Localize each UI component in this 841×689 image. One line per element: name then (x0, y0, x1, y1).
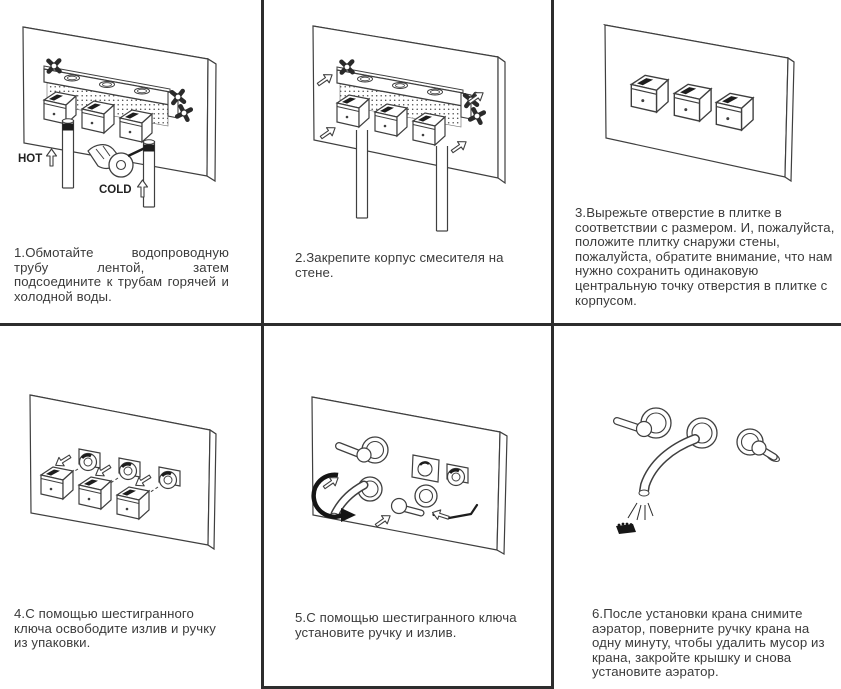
panel-step-1 (0, 0, 263, 325)
vertical-divider-right (551, 0, 554, 689)
up-arrow-icon (47, 149, 57, 166)
step-3-caption: 3.Вырежьте отверстие в плитке в соответствии с размером. И, пожалуйста, положите плитку снаружи стены, пожалуйста, обратите внимание, что нам нужно сохранить одинаковую центральную точку отверстия в плитке с корпусом. (575, 205, 835, 308)
pipe-hot (62, 119, 73, 188)
panel-step-6 (553, 325, 841, 689)
mount-plate (412, 455, 439, 482)
panel-step-4 (0, 325, 263, 689)
escutcheon-ring (415, 485, 437, 507)
pipe-hot (357, 130, 368, 218)
cartridge (447, 464, 468, 486)
step-5-caption: 5.С помощью шестигранного ключа установите ручку и излив. (295, 610, 517, 640)
pipe-cold (143, 140, 154, 207)
step-2-caption: 2.Закрепите корпус смесителя на стене. (295, 250, 504, 280)
step-6-caption: 6.После установки крана снимите аэратор, поверните ручку крана на одну минуту, чтобы удалить мусор из крана, закройте крышку и снова установите аэратор. (592, 606, 825, 680)
hot-label: HOT (18, 153, 43, 165)
wall (312, 397, 507, 554)
cold-label: COLD (99, 184, 132, 196)
step-1-caption: 1.Обмотайте водопроводную трубу лентой, затем подсоедините к трубам горячей и холодной воды. (14, 245, 229, 304)
panel-step-5 (263, 325, 553, 689)
left-handle (617, 408, 671, 438)
spray-icon (628, 503, 653, 520)
right-handle (737, 429, 781, 463)
step-4-caption: 4.С помощью шестигранного ключа освободите излив и ручку из упаковки. (14, 606, 216, 651)
horizontal-divider (0, 323, 841, 326)
panel-step-2 (263, 0, 553, 325)
vertical-divider-left (261, 0, 264, 689)
panel-step-3 (553, 0, 841, 325)
pipe-cold (437, 146, 448, 231)
aerator-icon (616, 523, 636, 534)
